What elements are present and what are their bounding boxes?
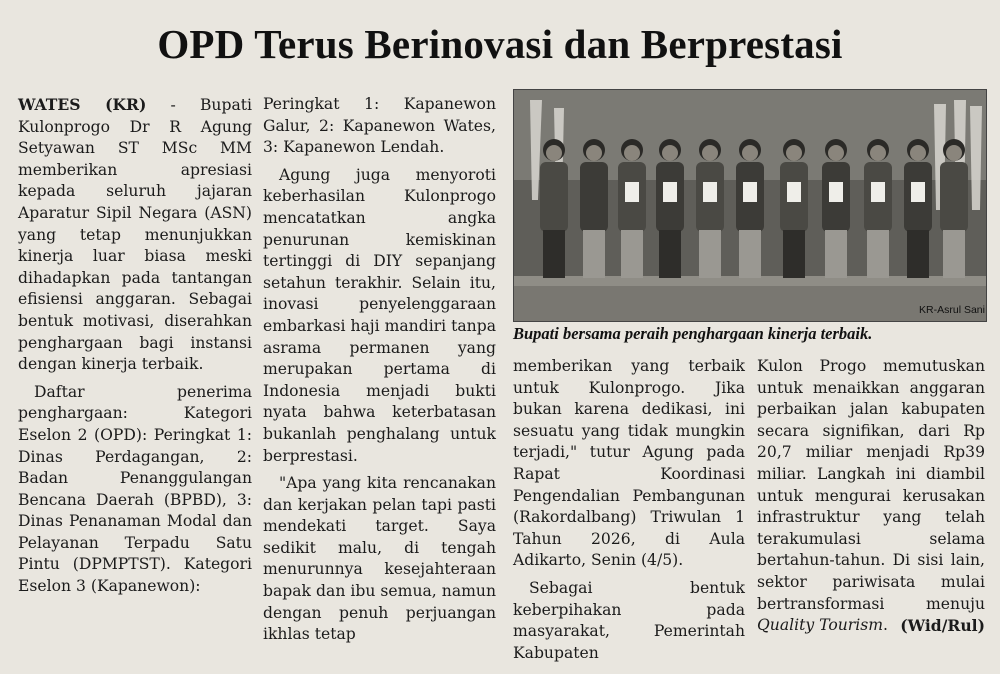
paragraph — [18, 94, 252, 376]
headline: OPD Terus Berinovasi dan Berprestasi — [157, 21, 843, 67]
quality-tourism: Quality Tourism — [757, 616, 883, 635]
column-2 — [263, 94, 496, 652]
dateline: WATES (KR) — [18, 95, 147, 114]
photo-credit: KR-Asrul Sani — [919, 304, 985, 316]
paragraph — [757, 356, 985, 637]
bleed-through-text — [0, 0, 1000, 22]
news-photo — [513, 89, 987, 322]
paragraph-text: Kulon Progo memutuskan untuk menaikkan anggaran perbaikan jalan kabupaten secara signifikan, dari Rp 20,7 miliar menjadi Rp39 miliar. Langkah ini diambil untuk mengurai kerusakan infrastruktur yang telah terakumulasi selama bertahun-tahun. Di sisi lain, sektor pariwisata mulai bertransformasi menuju — [757, 357, 985, 613]
group-photo-image — [514, 90, 986, 321]
paragraph: Sebagai bentuk keberpihakan pada masyarakat, Pemerintah Kabupaten — [513, 578, 745, 662]
column-1 — [18, 94, 252, 604]
photo-caption: Bupati bersama peraih penghargaan kinerja terbaik. — [513, 324, 873, 343]
author-credit: (Wid/Rul) — [900, 616, 985, 636]
paragraph: Agung juga menyoroti keberhasilan Kulonprogo mencatatkan angka penurunan kemiskinan tertinggi di DIY sepanjang setahun terakhir. Selain itu, inovasi penyelenggaraan embarkasi haji mandiri tanpa asrama permanen yang merupakan pertama di Indonesia menjadi bukti nyata bahwa keterbatasan bukanlah penghalang untuk berprestasi. — [263, 165, 496, 465]
paragraph-text: - Bupati Kulonprogo Dr R Agung Setyawan ST MSc MM memberikan apresiasi kepada seluruh jajaran Aparatur Sipil Negara (ASN) yang tetap menunjukkan kinerja luar biasa meski dihadapkan pada tantangan efisiensi anggaran. Sebagai bentuk motivasi, diserahkan penghargaan bagi instansi dengan kinerja terbaik. — [18, 96, 252, 374]
paragraph: Peringkat 1: Kapanewon Galur, 2: Kapanewon Wates, 3: Kapanewon Lendah. — [263, 95, 496, 157]
column-3 — [513, 356, 745, 670]
column-4 — [757, 356, 985, 643]
paragraph: "Apa yang kita rencanakan dan kerjakan pelan tapi pasti mendekati target. Saya sedikit malu, di tengah menurunnya kesejahteraan bapak dan ibu semua, namun dengan penuh perjuangan ikhlas tetap — [263, 474, 496, 644]
period: . — [882, 616, 888, 635]
paragraph: memberikan yang terbaik untuk Kulonprogo. Jika bukan karena dedikasi, ini sesuatu yang tidak mungkin terjadi," tutur Agung pada Rapat Koordinasi Pengendalian Pembangunan (Rakordalbang) Triwulan 1 Tahun 2026, di Aula Adikarto, Senin (4/5). — [513, 357, 745, 570]
paragraph: Daftar penerima penghargaan: Kategori Eselon 2 (OPD): Peringkat 1: Dinas Perdagangan, 2: Badan Penanggulangan Bencana Daerah (BPBD), 3: Dinas Penanaman Modal dan Pelayanan Terpadu Satu Pintu (DPMPTST). Kategori Eselon 3 (Kapanewon): — [18, 382, 252, 596]
